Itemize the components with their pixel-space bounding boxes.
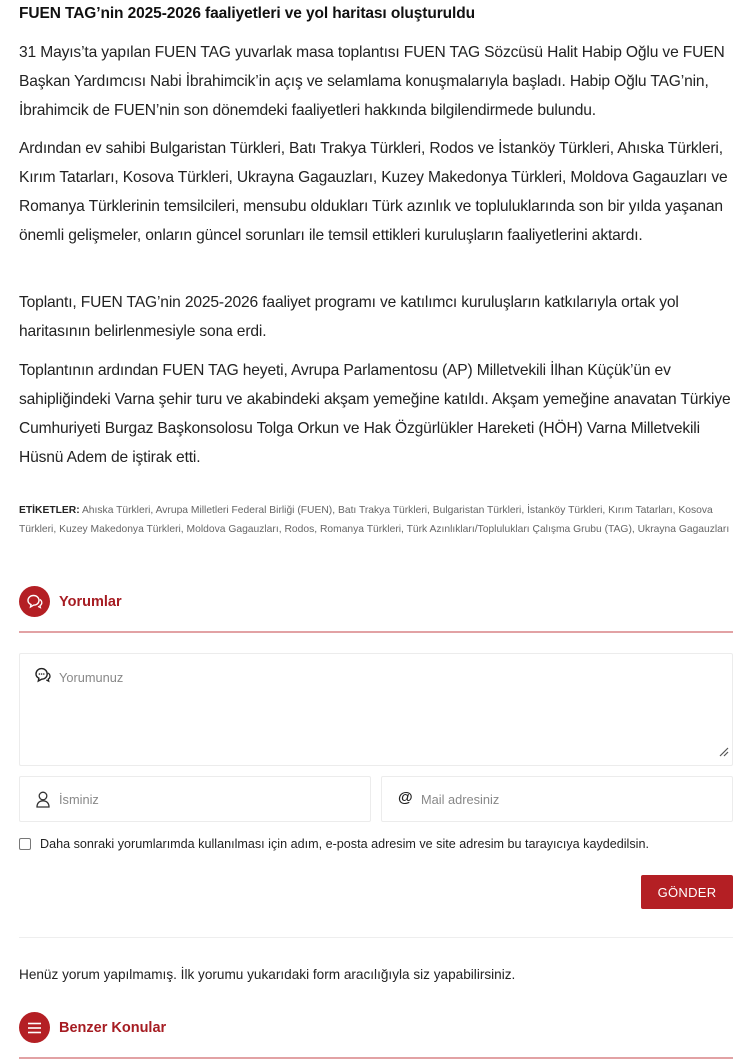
similar-topics-label: Benzer Konular — [59, 1019, 167, 1036]
tag-link[interactable]: Bulgaristan Türkleri — [432, 505, 522, 516]
tag-link[interactable]: Ahıska Türkleri — [81, 505, 151, 516]
tag-link[interactable]: Türk Azınlıkları/Toplulukları Çalışma Grubu (TAG) — [406, 524, 632, 535]
no-comments-message: Henüz yorum yapılmamış. İlk yorumu yukarıdaki form aracılığıyla siz yapabilirsiniz. — [19, 967, 516, 982]
tag-link[interactable]: Ukrayna Gagauzları — [637, 524, 730, 535]
similar-topics-heading — [19, 1012, 166, 1043]
section-divider — [19, 631, 733, 633]
comment-placeholder: Yorumunuz — [59, 670, 124, 685]
comments-heading-label: Yorumlar — [59, 593, 122, 610]
tag-link[interactable]: Moldova Gagauzları — [186, 524, 279, 535]
tag-link[interactable]: Romanya Türkleri — [319, 524, 402, 535]
article-paragraph: Toplantının ardından FUEN TAG heyeti, Avrupa Parlamentosu (AP) Milletvekili İlhan Küçük’ün ev sahipliğindeki Varna şehir turu ve akabindeki akşam yemeğine katıldı. Akşam yemeğine anavatan Türkiye Cumhuriyeti Burgaz Başkonsolosu Tolga Orkun ve Hak Özgürlükler Hareketi (HÖH) Varna Milletvekili Hüsnü Adem de iştirak etti. — [19, 362, 731, 466]
comments-heading — [19, 586, 122, 617]
tags-label: ETİKETLER: — [19, 505, 80, 516]
at-sign-icon: @ — [398, 789, 413, 806]
remember-me-label[interactable]: Daha sonraki yorumlarımda kullanılması için adım, e-posta adresim ve site adresim bu tarayıcıya kaydedilsin. — [40, 837, 649, 851]
tag-link[interactable]: Batı Trakya Türkleri — [337, 505, 428, 516]
article-paragraph: 31 Mayıs’ta yapılan FUEN TAG yuvarlak masa toplantısı FUEN TAG Sözcüsü Halit Habip Oğlu ve FUEN Başkan Yardımcısı Nabi İbrahimcik’in açış ve selamlama konuşmalarıyla başladı. Habip Oğlu TAG’nin, İbrahimcik de FUEN’nin son dönemdeki faaliyetleri hakkında bilgilendirmede bulundu. — [19, 44, 725, 119]
divider — [19, 937, 733, 938]
tag-link[interactable]: Rodos — [284, 524, 315, 535]
remember-me-row — [19, 837, 649, 851]
section-divider — [19, 1057, 733, 1059]
speech-bubbles-icon — [19, 586, 50, 617]
article-paragraph: Ardından ev sahibi Bulgaristan Türkleri, Batı Trakya Türkleri, Rodos ve İstanköy Türkleri, Ahıska Türkleri, Kırım Tatarları, Kosova Türkleri, Ukrayna Gagauzları, Kuzey Makedonya Türkleri, Moldova Gagauzları ve Romanya Türklerinin temsilcileri, mensubu oldukları Türk azınlık ve topluluklarında son bir yılda yaşanan önemli gelişmeler, onların güncel sorunları ile temsil ettikleri kuruluşların faaliyetlerini aktardı. — [19, 140, 728, 244]
menu-lines-icon — [19, 1012, 50, 1043]
email-input[interactable] — [381, 776, 733, 822]
tags-list: ETİKETLER: Ahıska Türkleri, Avrupa Milletleri Federal Birliği (FUEN), Batı Trakya Türkleri, Bulgaristan Türkleri, İstanköy Türkleri, Kırım Tatarları, Kosova Türkleri, Kuzey Makedonya Türkleri, Moldova Gagauzları, Rodos, Romanya Türkleri, Türk Azınlıkları/Toplulukları Çalışma Grubu (TAG), Ukrayna Gagauzları — [19, 505, 730, 535]
email-placeholder: Mail adresiniz — [421, 792, 500, 807]
name-placeholder: İsminiz — [59, 792, 99, 807]
tag-link[interactable]: İstanköy Türkleri — [527, 505, 603, 516]
tag-link[interactable]: Kosova Türkleri — [19, 505, 713, 535]
name-input[interactable] — [19, 776, 371, 822]
article-paragraph: Toplantı, FUEN TAG’nin 2025-2026 faaliyet programı ve katılımcı kuruluşların katkılarıyla ortak yol haritasının belirlenmesiyle sona erdi. — [19, 294, 679, 340]
tag-link[interactable]: Avrupa Milletleri Federal Birliği (FUEN) — [155, 505, 333, 516]
article-title: FUEN TAG’nin 2025-2026 faaliyetleri ve yol haritası oluşturuldu — [19, 5, 475, 22]
comment-textarea[interactable] — [19, 653, 733, 766]
tag-link[interactable]: Kuzey Makedonya Türkleri — [59, 524, 181, 535]
remember-me-checkbox[interactable] — [19, 838, 31, 850]
tag-link[interactable]: Kırım Tatarları — [608, 505, 673, 516]
resize-handle-icon[interactable] — [719, 744, 729, 762]
chat-icon — [34, 667, 51, 688]
user-icon — [36, 791, 50, 813]
submit-comment-button[interactable]: GÖNDER — [641, 875, 733, 909]
